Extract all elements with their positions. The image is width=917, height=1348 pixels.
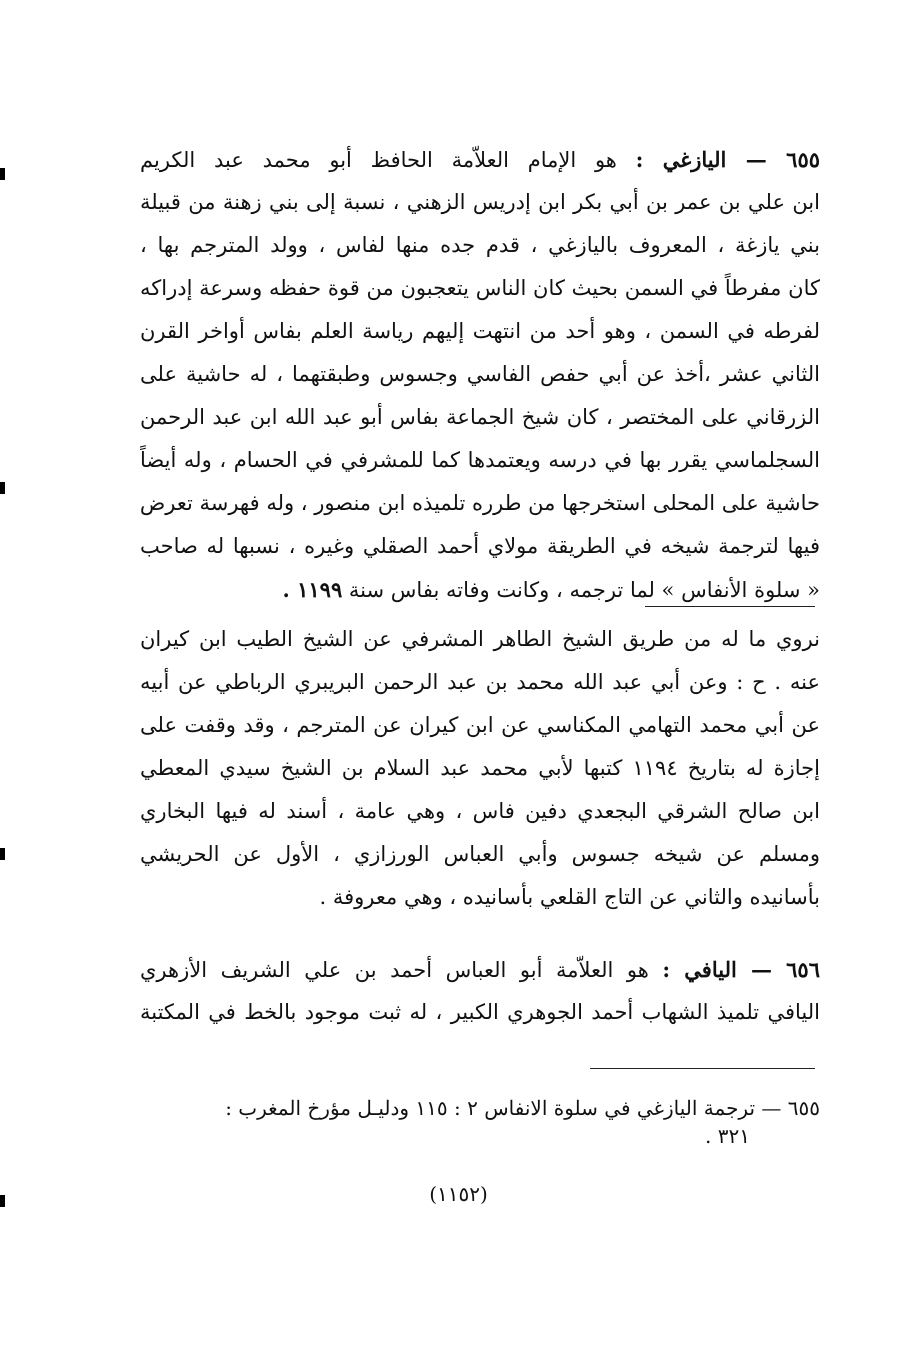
section-divider xyxy=(645,606,815,607)
text-line: ومسلم عن شيخه جسوس وأبي العباس الورزازي ، الأول عن الحريشي xyxy=(140,842,820,866)
footnote-rule xyxy=(590,1068,815,1069)
entry-number-title: ٦٥٥ — اليازغي : xyxy=(635,147,820,172)
footnote-line: ٣٢١ . xyxy=(705,1124,750,1148)
page-number: (١١٥٢) xyxy=(429,1182,488,1206)
margin-mark xyxy=(0,168,5,180)
text-line: عنه . ح : وعن أبي عبد الله محمد بن عبد الرحمن البريبري الرباطي عن أبيه xyxy=(140,670,820,694)
entry-heading-line xyxy=(140,138,820,181)
text-line: فيها لترجمة شيخه في الطريقة مولاي أحمد الصقلي وغيره ، نسبها له صاحب xyxy=(140,534,820,558)
entry-heading-line xyxy=(140,948,820,991)
text-line: نروي ما له من طريق الشيخ الطاهر المشرفي عن الشيخ الطيب ابن كيران xyxy=(140,627,820,651)
text-line: ابن صالح الشرقي البجعدي دفين فاس ، وهي عامة ، أسند له فيها البخاري xyxy=(140,799,820,823)
text-line: السجلماسي يقرر بها في درسه ويعتمدها كما للمشرفي في الحسام ، وله أيضاً xyxy=(140,448,820,472)
text-line: بأسانيده والثاني عن التاج القلعي بأسانيده ، وهي معروفة . xyxy=(319,885,820,909)
text-line: اليافي تلميذ الشهاب أحمد الجوهري الكبير ، له ثبت موجود بالخط في المكتبة xyxy=(140,1000,820,1024)
text-line: بني يازغة ، المعروف باليازغي ، قدم جده منها لفاس ، وولد المترجم بها ، xyxy=(140,233,820,257)
margin-mark xyxy=(0,482,5,494)
footnote-line: ٦٥٥ — ترجمة اليازغي في سلوة الانفاس ٢ : ١١٥ ودليـل مؤرخ المغرب : xyxy=(225,1096,820,1120)
text-run: هو الإمام العلاّمة الحافظ أبو محمد عبد الكريم xyxy=(140,148,617,172)
text-run: هو العلاّمة أبو العباس أحمد بن علي الشريف الأزهري xyxy=(140,958,649,982)
text-line: إجازة له بتاريخ ١١٩٤ كتبها لأبي محمد عبد السلام بن الشيخ سيدي المعطي xyxy=(140,756,820,780)
death-year: ١١٩٩ . xyxy=(282,577,343,602)
footnote xyxy=(140,1094,820,1150)
text-line: الزرقاني على المختصر ، كان شيخ الجماعة بفاس أبو عبد الله ابن عبد الرحمن xyxy=(140,405,820,429)
text-line: لفرطه في السمن ، وهو أحد من انتهت إليهم رياسة العلم بفاس أواخر القرن xyxy=(140,319,820,343)
text-line: عن أبي محمد التهامي المكناسي عن ابن كيران عن المترجم ، وقد وقفت على xyxy=(140,713,820,737)
text-run: « سلوة الأنفاس » لما ترجمه ، وكانت وفاته بفاس سنة xyxy=(348,578,820,602)
text-line: حاشية على المحلى استخرجها من طرره تلميذه ابن منصور ، وله فهرسة تعرض xyxy=(140,491,820,515)
margin-mark xyxy=(0,848,5,860)
entry-number-title: ٦٥٦ — اليافي : xyxy=(662,957,820,982)
text-line xyxy=(140,568,820,611)
text-line: ابن علي بن عمر بن أبي بكر ابن إدريس الزهني ، نسبة إلى بني زهنة من قبيلة xyxy=(140,190,820,214)
entry-656 xyxy=(140,948,820,1034)
transmission-chain xyxy=(140,618,820,919)
text-line: كان مفرطاً في السمن بحيث كان الناس يتعجبون من قوة حفظه وسرعة إدراكه xyxy=(140,276,820,300)
entry-655 xyxy=(140,138,820,611)
text-line: الثاني عشر ،أخذ عن أبي حفص الفاسي وجسوس وطبقتهما ، له حاشية على xyxy=(140,362,820,386)
